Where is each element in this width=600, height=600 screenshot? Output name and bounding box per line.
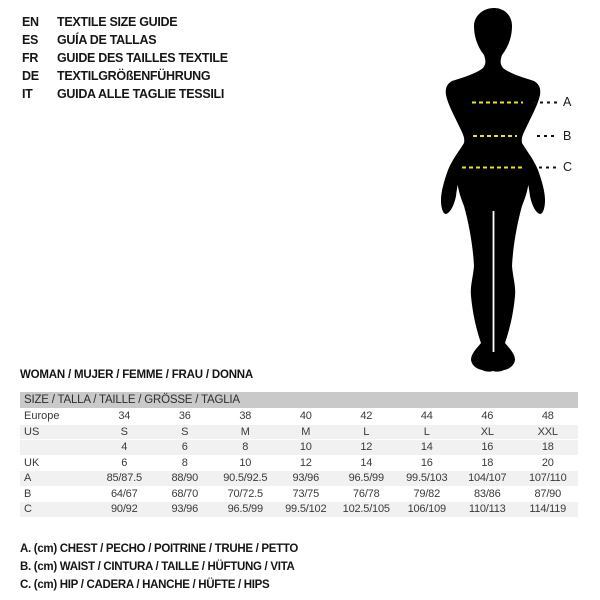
size-cell: 110/113 <box>468 503 506 516</box>
size-cell: 6 <box>181 441 188 454</box>
language-label: GUIDE DES TAILLES TEXTILE <box>57 51 228 65</box>
size-cell: 107/110 <box>528 472 567 485</box>
language-code: FR <box>22 51 39 65</box>
size-cell: 70/72.5 <box>227 487 263 500</box>
size-cell: 20 <box>541 456 554 469</box>
size-cell: 99.5/102 <box>285 503 327 516</box>
table-row <box>20 501 578 517</box>
table-row <box>20 439 578 455</box>
size-cell: 90/92 <box>110 503 138 516</box>
size-table-header: SIZE / TALLA / TAILLE / GRÖSSE / TAGLIA <box>20 392 578 408</box>
size-cell: XL <box>480 425 494 438</box>
size-cell: 38 <box>239 410 252 423</box>
size-cell: L <box>363 425 370 438</box>
size-cell: 87/90 <box>534 487 562 500</box>
measurement-legend <box>20 540 298 594</box>
legend-line: C. (cm) HIP / CADERA / HANCHE / HÜFTE / HIPS <box>20 579 270 591</box>
table-row <box>20 486 578 502</box>
size-cell: 85/87.5 <box>106 472 142 485</box>
row-label: C <box>24 503 32 516</box>
size-cell: 96.5/99 <box>227 503 263 516</box>
size-cell: 83/86 <box>473 487 501 500</box>
size-cell: S <box>120 425 128 438</box>
size-cell: 68/70 <box>171 487 199 500</box>
size-cell: 44 <box>420 410 433 423</box>
size-table <box>20 392 578 517</box>
size-cell: 88/90 <box>171 472 199 485</box>
table-row <box>20 455 578 471</box>
table-row <box>20 408 578 424</box>
size-cell: 46 <box>481 410 494 423</box>
size-cell: 99.5/103 <box>406 472 448 485</box>
size-cell: 16 <box>481 441 494 454</box>
size-cell: 42 <box>360 410 373 423</box>
size-cell: 64/67 <box>110 487 138 500</box>
size-cell: 73/75 <box>292 487 320 500</box>
size-cell: 40 <box>299 410 312 423</box>
size-cell: 18 <box>541 441 554 454</box>
size-cell: 114/119 <box>529 503 567 516</box>
measure-label-c: C <box>563 160 572 174</box>
size-cell: 10 <box>239 456 252 469</box>
size-cell: 93/96 <box>171 503 199 516</box>
language-code: IT <box>22 87 33 101</box>
size-cell: 10 <box>299 441 312 454</box>
size-cell: 96.5/99 <box>348 472 384 485</box>
size-cell: 6 <box>121 456 128 469</box>
size-cell: M <box>240 425 250 438</box>
language-label: GUIDA ALLE TAGLIE TESSILI <box>57 87 225 101</box>
size-cell: L <box>423 425 430 438</box>
size-cell: M <box>301 425 311 438</box>
language-label: TEXTILE SIZE GUIDE <box>57 15 178 29</box>
language-label: GUÍA DE TALLAS <box>57 33 157 47</box>
row-label: B <box>24 487 32 500</box>
size-cell: 14 <box>420 441 433 454</box>
size-cell: 4 <box>121 441 128 454</box>
size-cell: 8 <box>242 441 249 454</box>
language-code: DE <box>22 69 39 83</box>
section-heading: WOMAN / MUJER / FEMME / FRAU / DONNA <box>20 369 254 381</box>
size-cell: 48 <box>541 410 554 423</box>
measure-label-a: A <box>563 95 572 109</box>
size-cell: XXL <box>537 425 558 438</box>
size-cell: 76/78 <box>352 487 380 500</box>
size-cell: 8 <box>181 456 188 469</box>
language-code: ES <box>22 33 39 47</box>
table-row <box>20 470 578 486</box>
size-cell: 16 <box>420 456 433 469</box>
legend-line: A. (cm) CHEST / PECHO / POITRINE / TRUHE / PETTO <box>20 543 299 555</box>
size-cell: 12 <box>360 441 373 454</box>
size-cell: 34 <box>118 410 131 423</box>
size-cell: 36 <box>178 410 191 423</box>
language-code: EN <box>22 15 39 29</box>
size-cell: S <box>181 425 189 438</box>
language-label: TEXTILGRÖßENFÜHRUNG <box>57 69 211 83</box>
size-cell: 12 <box>299 456 312 469</box>
row-label: US <box>24 425 40 438</box>
legend-line: B. (cm) WAIST / CINTURA / TAILLE / HÜFTUNG / VITA <box>20 561 295 573</box>
size-cell: 106/109 <box>407 503 446 516</box>
size-table-body <box>20 408 578 517</box>
size-cell: 79/82 <box>413 487 441 500</box>
size-cell: 93/96 <box>292 472 320 485</box>
size-cell: 102.5/105 <box>342 503 390 516</box>
size-cell: 14 <box>360 456 373 469</box>
table-row <box>20 424 578 440</box>
row-label: A <box>24 472 32 485</box>
size-cell: 18 <box>481 456 494 469</box>
row-label: UK <box>24 456 40 469</box>
measure-label-b: B <box>563 129 572 143</box>
row-label: Europe <box>24 410 60 423</box>
size-cell: 90.5/92.5 <box>223 472 268 485</box>
size-cell: 104/107 <box>468 472 507 485</box>
